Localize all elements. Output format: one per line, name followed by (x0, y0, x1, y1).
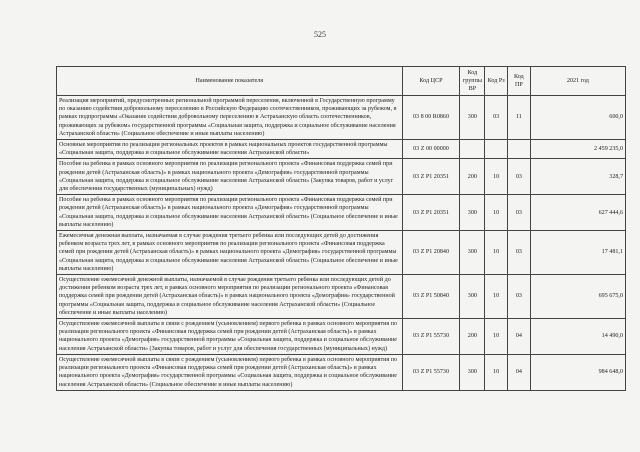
table-row (57, 159, 626, 195)
row-amount: 328,7 (530, 159, 625, 195)
row-name: Ежемесячная денежная выплата, назначаемая в случае рождения третьего ребенка или последующих детей до достижения ребенком возраста трех лет, в рамках основного мероприятия по реализации регионального проекта «Финансовая поддержка семей при рождении детей (Астраханская область)» в рамках национального проекта «Демография» государственной программы «Социальная защита, поддержка и социальное обслуживание населения Астраханской области» (Социальное обеспечение и иные выплаты населению) (57, 231, 403, 275)
row-csr: 03 Z P1 55730 (402, 319, 460, 355)
table-row (57, 195, 626, 231)
row-amount: 600,0 (530, 96, 625, 140)
column-header-pr: Код ПР (508, 67, 531, 96)
table-header-row (57, 67, 626, 96)
row-rz: 10 (485, 159, 508, 195)
table-row (57, 319, 626, 355)
row-csr: 03 Z P1 20840 (402, 231, 460, 275)
row-vr: 300 (460, 96, 485, 140)
row-amount: 695 675,0 (530, 275, 625, 319)
row-name: Осуществление ежемесячной выплаты в связи с рождением (усыновлением) первого ребенка в рамках основного мероприятия по реализации регионального проекта «Финансовая поддержка семей при рождении детей (Астраханская область)» в рамках национального проекта «Демография» государственной программы «Социальная защита, поддержка и социальное обслуживание населения Астраханской области» (Закупка товаров, работ и услуг для обеспечения государственных (муниципальных) нужд) (57, 319, 403, 355)
table-row (57, 96, 626, 140)
row-vr: 200 (460, 319, 485, 355)
row-pr: 03 (508, 159, 531, 195)
row-pr: 03 (508, 275, 531, 319)
row-vr: 300 (460, 354, 485, 390)
row-pr (508, 140, 531, 159)
row-amount: 627 444,6 (530, 195, 625, 231)
row-rz (485, 140, 508, 159)
table-row (57, 354, 626, 390)
row-csr: 03 Z P1 55730 (402, 354, 460, 390)
row-vr: 200 (460, 159, 485, 195)
row-csr: 03 Z P1 20351 (402, 159, 460, 195)
row-vr (460, 140, 485, 159)
row-amount: 14 490,0 (530, 319, 625, 355)
row-amount: 984 648,0 (530, 354, 625, 390)
column-header-year: 2021 год (530, 67, 625, 96)
row-rz: 10 (485, 319, 508, 355)
row-name: Реализация мероприятий, предусмотренных региональной программой переселения, включенной в Государственную программу по оказанию содействия добровольному переселению в Российскую Федерацию соотечественников, проживающих за рубежом, в рамках подпрограммы «Оказание содействия добровольному переселению в Астраханскую область соотечественников, проживающих за рубежом» государственной программы «Социальная защита, поддержка и социальное обслуживание населения Астраханской области» (Социальное обеспечение и иные выплаты населению) (57, 96, 403, 140)
row-csr: 03 Z P1 50840 (402, 275, 460, 319)
row-csr: 03 Z P1 20351 (402, 195, 460, 231)
row-csr: 03 Z 00 00000 (402, 140, 460, 159)
row-rz: 10 (485, 195, 508, 231)
row-name: Пособие на ребенка в рамках основного мероприятия по реализации регионального проекта «Финансовая поддержка семей при рождении детей (Астраханская область)» в рамках национального проекта «Демография» государственной программы «Социальная защита, поддержка и социальное обслуживание населения Астраханской области» (Социальное обеспечение и иные выплаты населению) (57, 195, 403, 231)
row-pr: 04 (508, 354, 531, 390)
row-vr: 300 (460, 275, 485, 319)
row-name: Осуществление ежемесячной выплаты в связи с рождением (усыновлением) первого ребенка в рамках основного мероприятия по реализации регионального проекта «Финансовая поддержка семей при рождении детей (Астраханская область)» в рамках национального проекта «Демография» государственной программы «Социальная защита, поддержка и социальное обслуживание населения Астраханской области» (Социальное обеспечение и иные выплаты населению) (57, 354, 403, 390)
row-name: Пособие на ребенка в рамках основного мероприятия по реализации регионального проекта «Финансовая поддержка семей при рождении детей (Астраханская область)» в рамках национального проекта «Демография» государственной программы «Социальная защита, поддержка и социальное обслуживание населения Астраханской области» (Закупка товаров, работ и услуг для обеспечения государственных (муниципальных) нужд) (57, 159, 403, 195)
row-pr: 11 (508, 96, 531, 140)
column-header-vr: Код группы ВР (460, 67, 485, 96)
row-name: Основные мероприятия по реализации региональных проектов в рамках национальных проектов государственной программы «Социальная защита, поддержка и социальное обслуживание населения Астраханской области» (57, 140, 403, 159)
column-header-name: Наименование показателя (57, 67, 403, 96)
row-rz: 10 (485, 354, 508, 390)
row-amount: 2 459 235,0 (530, 140, 625, 159)
row-csr: 03 8 00 R0860 (402, 96, 460, 140)
row-rz: 03 (485, 96, 508, 140)
column-header-rz: Код Рз (485, 67, 508, 96)
budget-table (56, 66, 626, 391)
row-pr: 03 (508, 231, 531, 275)
table-row (57, 275, 626, 319)
row-rz: 10 (485, 231, 508, 275)
row-name: Осуществление ежемесячной денежной выплаты, назначаемой в случае рождения третьего ребенка или последующих детей до достижения ребенком возраста трех лет, в рамках основного мероприятия по реализации регионального проекта «Финансовая поддержка семей при рождении детей (Астраханская область)» в рамках национального проекта «Демография» государственной программы «Социальная защита, поддержка и социальное обслуживание населения Астраханской области» (Социальное обеспечение и иные выплаты населению) (57, 275, 403, 319)
table-row (57, 231, 626, 275)
row-rz: 10 (485, 275, 508, 319)
row-vr: 300 (460, 195, 485, 231)
column-header-csr: Код ЦСР (402, 67, 460, 96)
row-pr: 04 (508, 319, 531, 355)
table-row (57, 140, 626, 159)
page-number: 525 (314, 30, 326, 39)
row-vr: 300 (460, 231, 485, 275)
row-pr: 03 (508, 195, 531, 231)
row-amount: 17 481,1 (530, 231, 625, 275)
